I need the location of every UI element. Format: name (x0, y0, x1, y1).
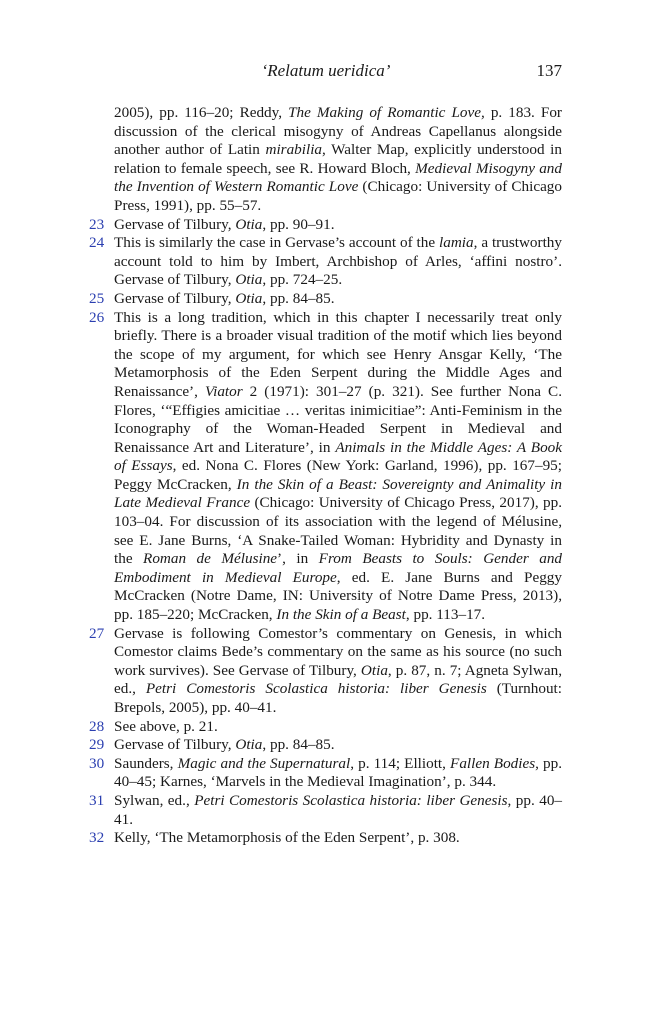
note-text: , pp. 40–41. (114, 791, 563, 828)
note-continuation (114, 104, 562, 216)
italic-title: From Beasts to Souls: Gender and Embodiment in Medieval Europe (114, 550, 563, 586)
note-text: , Walter Map, explicitly understood in relation to female speech, see R. Howard Bloch, (114, 141, 562, 177)
note-number-link[interactable]: 28 (89, 717, 105, 735)
endnote-23 (86, 216, 562, 235)
note-text: p. 183. For discussion of the clerical misogyny of Andreas Capellanus alongside another author of Latin (114, 104, 562, 159)
note-text: , a trustworthy account told to him by Imbert, Archbishop of Arles, ‘affini nostro’. Gervase of Tilbury, (114, 234, 562, 289)
note-text: Gervase of Tilbury, (114, 215, 236, 233)
note-text: , p. 87, n. 7; Agneta Sylwan, ed., (114, 661, 562, 698)
italic-title: Otia (360, 661, 388, 679)
italic-title: The Making of Romantic Love, (288, 104, 485, 121)
italic-title: Fallen Bodies (450, 754, 536, 772)
endnote-27 (86, 625, 562, 718)
note-text: Kelly, ‘The Metamorphosis of the Eden Serpent’, p. 308. (114, 829, 460, 847)
italic-title: Otia (235, 289, 263, 307)
note-text: Saunders, (114, 754, 178, 772)
note-number-link[interactable]: 31 (89, 791, 105, 809)
note-text: , ed. E. Jane Burns and Peggy McCracken (Notre Dame, IN: University of Notre Dame Press, 2013), pp. 185–220; McCracken, (114, 568, 562, 624)
italic-title: lamia (439, 234, 474, 252)
running-title: ‘Relatum ueridica’ (261, 61, 391, 80)
endnote-26 (86, 309, 562, 625)
endnote-25 (86, 290, 562, 309)
endnote-30 (86, 755, 562, 792)
note-number-link[interactable]: 32 (89, 829, 105, 847)
italic-title: In the Skin of a Beast: Sovereignty and Animality in Late Medieval France (114, 475, 562, 512)
note-text: , p. 114; Elliott, (350, 754, 451, 772)
endnote-29 (86, 736, 562, 755)
note-text: , pp. 84–85. (262, 736, 335, 754)
note-number-link[interactable]: 29 (89, 736, 105, 754)
italic-title: Magic and the Supernatural (177, 754, 351, 772)
note-text: (Turnhout: Brepols, 2005), pp. 40–41. (114, 680, 562, 716)
note-text: Gervase of Tilbury, (114, 289, 236, 307)
endnote-31 (86, 792, 562, 829)
note-text: This is a long tradition, which in this chapter I necessarily treat only briefly. There is a broader visual tradition of the motif which lies beyond the scope of my argument, for which see Henry Ansgar Kelly, ‘The Metamorphosis of the Eden Serpent during the Middle Ages and Renaissance’, (114, 308, 562, 400)
italic-title: Otia (235, 736, 263, 754)
italic-title: Animals in the Middle Ages: A Book of Essays (114, 438, 562, 475)
page-number: 137 (536, 61, 562, 80)
note-text: (Chicago: University of Chicago Press, 2017), pp. 103–04. For discussion of its association with the legend of Mélusine, see E. Jane Burns, ‘A Snake-Tailed Woman: Hybridity and Dynasty in the (114, 494, 562, 568)
notes-container (86, 216, 562, 848)
italic-title: In the Skin of a Beast (276, 606, 406, 624)
endnote-32 (86, 829, 562, 848)
note-text: Gervase of Tilbury, (114, 736, 236, 754)
note-text: This is similarly the case in Gervase’s account of the (114, 234, 439, 252)
endnote-24 (86, 234, 562, 290)
note-text: Gervase is following Comestor’s commentary on Genesis, in which Comestor claims Bede’s commentary on the same as his source (no such work survives). See Gervase of Tilbury, (114, 624, 562, 679)
note-text: (Chicago: University of Chicago Press, 1991), pp. 55–57. (114, 178, 562, 214)
italic-title: Petri Comestoris Scolastica historia: liber Genesis (145, 680, 487, 698)
note-text: 2 (1971): 301–27 (p. 321). See further Nona C. Flores, ‘“Effigies amicitiae … veritas inimicitiae”: Anti-Feminism in the Iconography of the Woman-Headed Serpent in Medieval and Renaissance Art and Literature’, in (114, 382, 562, 456)
note-text: , pp. 724–25. (262, 271, 343, 289)
note-text: , pp. 113–17. (405, 606, 486, 624)
note-number-link[interactable]: 25 (89, 289, 105, 307)
note-number-link[interactable]: 30 (89, 754, 105, 772)
endnote-28 (86, 718, 562, 737)
italic-title: Petri Comestoris Scolastica historia: liber Genesis (194, 791, 508, 809)
endnotes-list (86, 104, 562, 848)
italic-title: Otia (235, 271, 263, 289)
note-number-link[interactable]: 26 (89, 308, 105, 326)
page-header (90, 61, 562, 85)
italic-title: Roman de Mélusine (143, 550, 278, 568)
note-text: See above, p. 21. (114, 717, 218, 735)
italic-title: Otia (235, 215, 263, 233)
note-number-link[interactable]: 27 (89, 624, 105, 642)
note-number-link[interactable]: 24 (89, 234, 105, 252)
note-text: 2005), pp. 116–20; Reddy, (114, 104, 289, 121)
note-text: , pp. 84–85. (262, 289, 335, 307)
italic-title: Medieval Misogyny and the Invention of Western Romantic Love (114, 159, 562, 196)
note-text: , ed. Nona C. Flores (New York: Garland, 1996), pp. 167–95; Peggy McCracken, (114, 457, 562, 493)
note-text: Sylwan, ed., (114, 791, 195, 809)
italic-title: mirabilia (265, 141, 323, 159)
note-text: , pp. 90–91. (262, 215, 335, 233)
note-text: ’, in (277, 550, 319, 568)
italic-title: Viator (204, 382, 243, 400)
note-number-link[interactable]: 23 (89, 215, 105, 233)
note-text: , pp. 40–45; Karnes, ‘Marvels in the Medieval Imagination’, p. 344. (114, 754, 563, 791)
